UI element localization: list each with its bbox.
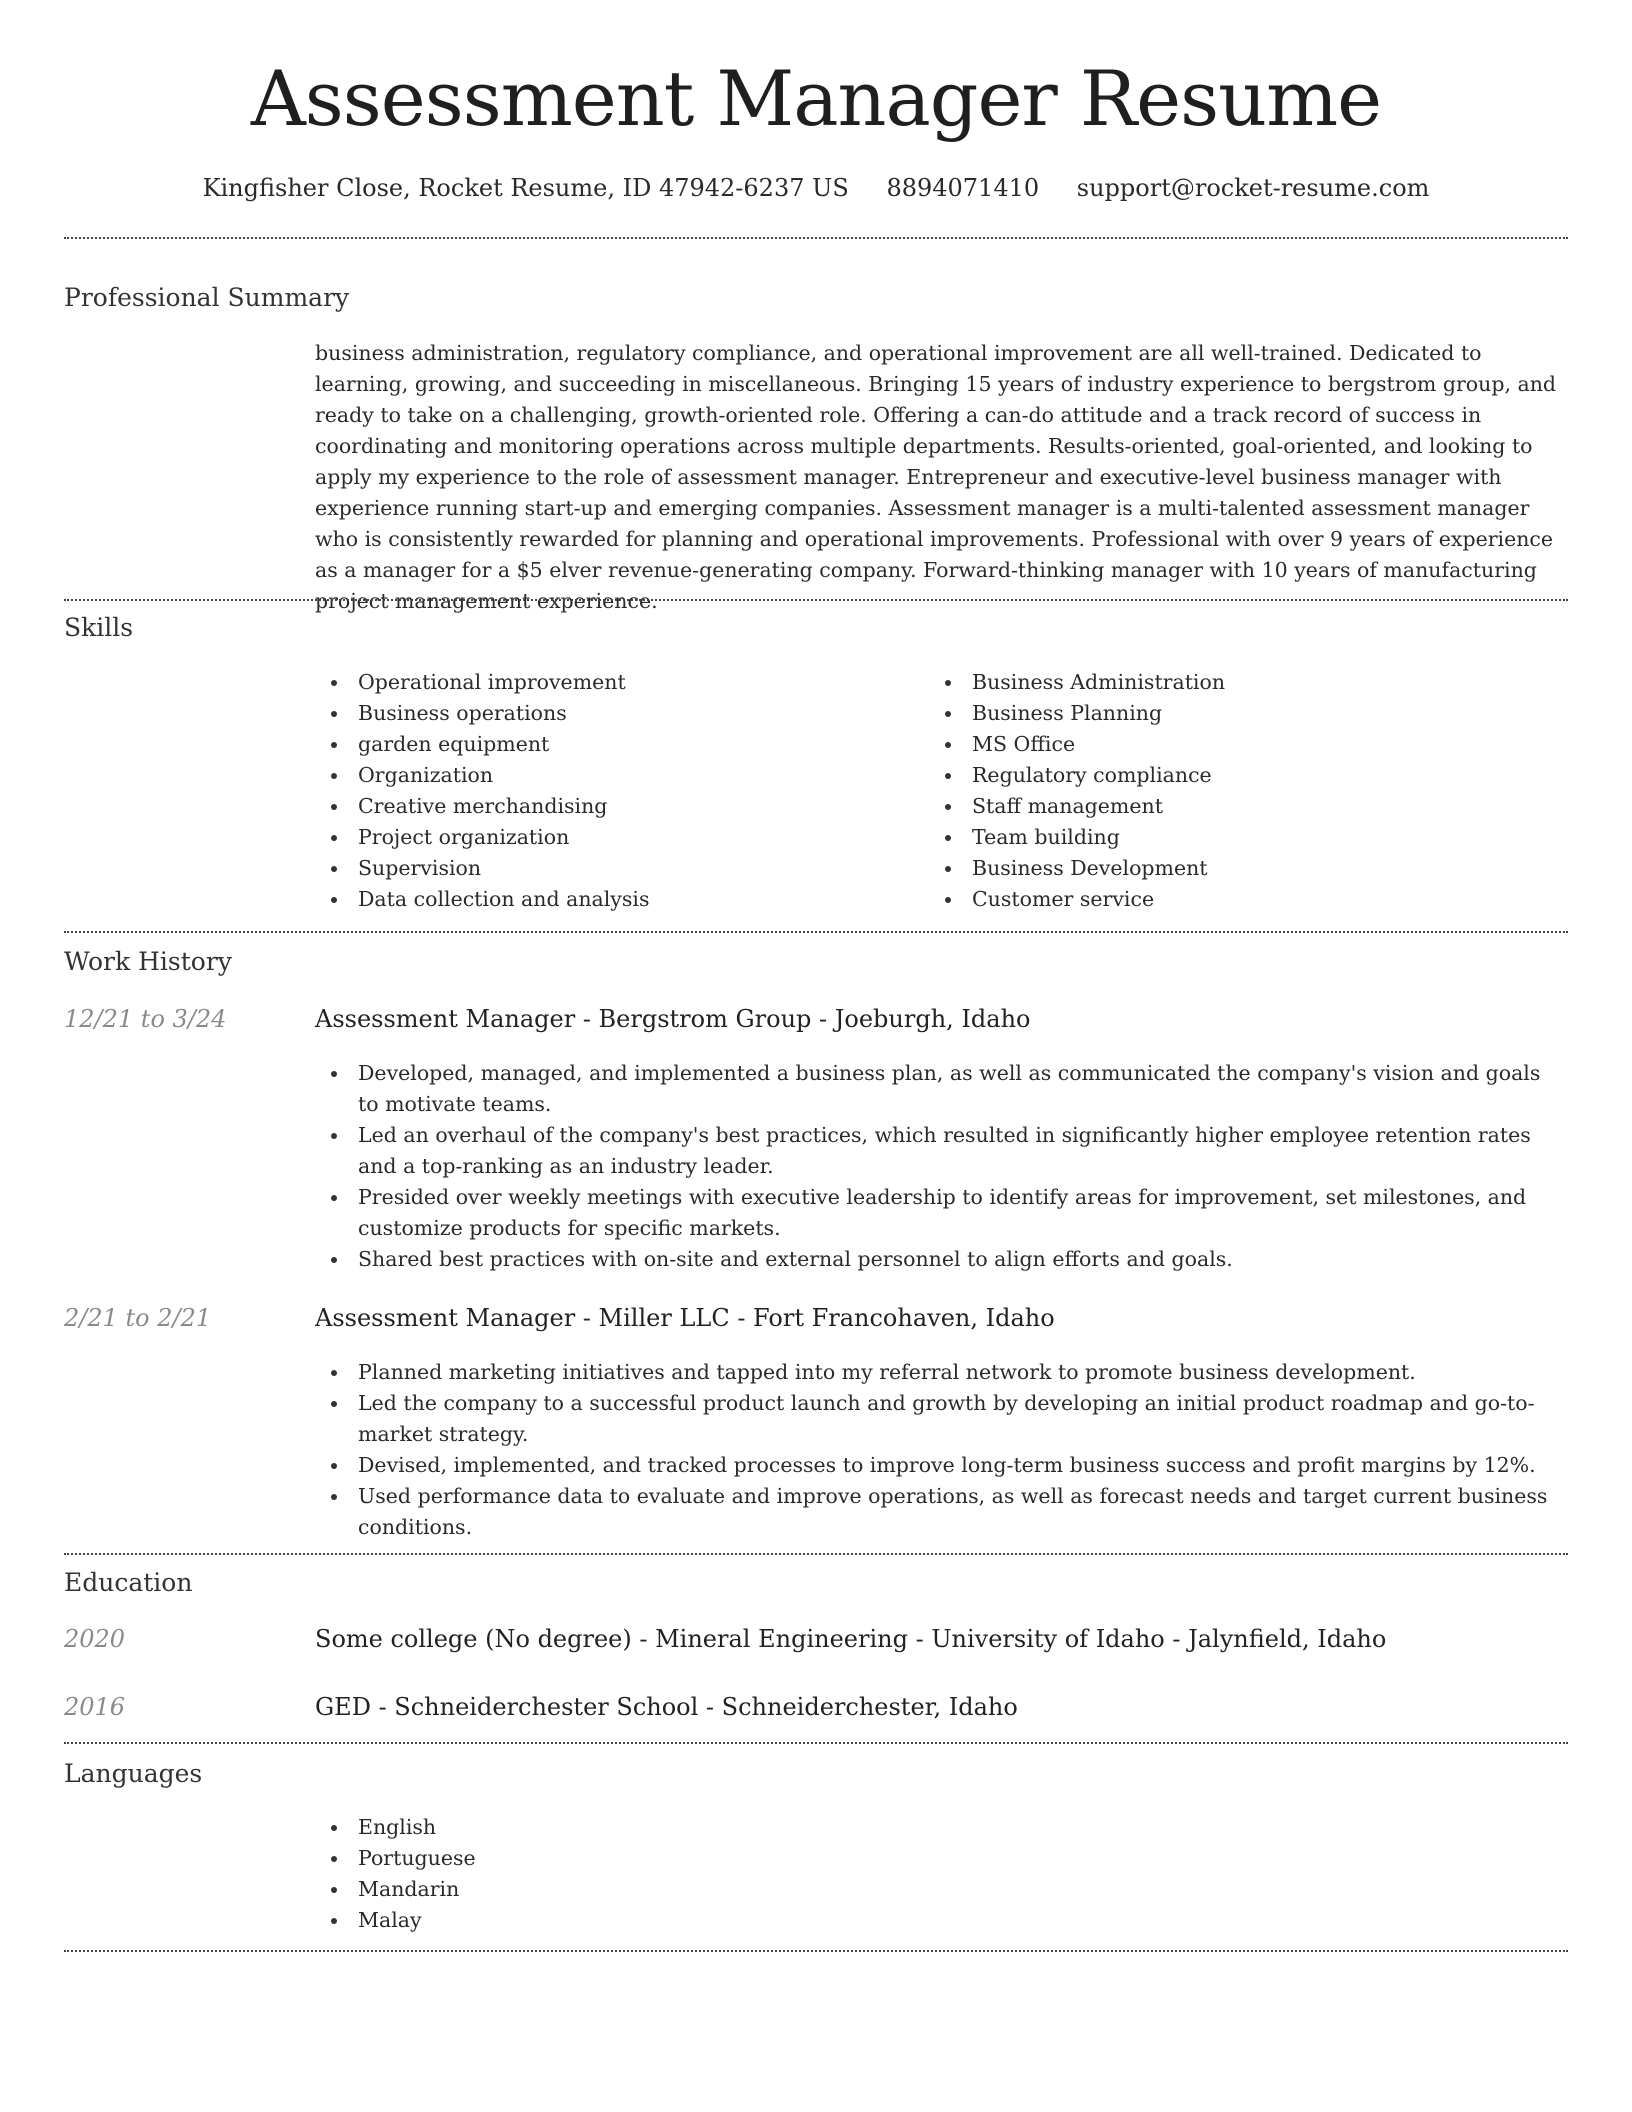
job-bullet: Led the company to a successful product launch and growth by developing an initial product roadmap and go-to-market strategy. xyxy=(314,1388,1564,1450)
divider xyxy=(64,1742,1568,1744)
divider xyxy=(64,599,1568,601)
contact-line xyxy=(0,170,1632,206)
skill-item: Business operations xyxy=(314,698,914,729)
section-heading-summary: Professional Summary xyxy=(64,283,350,312)
skill-item: Business Planning xyxy=(928,698,1528,729)
job-bullet: Presided over weekly meetings with executive leadership to identify areas for improvement, set milestones, and customize products for specific markets. xyxy=(314,1182,1564,1244)
skill-item: Team building xyxy=(928,822,1528,853)
skill-item: Business Development xyxy=(928,853,1528,884)
skill-item: Regulatory compliance xyxy=(928,760,1528,791)
skills-list-right xyxy=(928,667,1528,915)
section-heading-skills: Skills xyxy=(64,613,134,642)
job-title: Assessment Manager - Miller LLC - Fort Francohaven, Idaho xyxy=(315,1304,1055,1332)
section-heading-education: Education xyxy=(64,1568,193,1597)
divider xyxy=(64,931,1568,933)
skill-item: Customer service xyxy=(928,884,1528,915)
job-bullet: Planned marketing initiatives and tapped into my referral network to promote business development. xyxy=(314,1357,1564,1388)
divider xyxy=(64,1553,1568,1555)
job-bullet: Led an overhaul of the company's best practices, which resulted in significantly higher employee retention rates and a top-ranking as an industry leader. xyxy=(314,1120,1564,1182)
skill-item: Data collection and analysis xyxy=(314,884,914,915)
job-dates: 12/21 to 3/24 xyxy=(64,1005,227,1033)
resume-title: Assessment Manager Resume xyxy=(250,54,1382,143)
skill-item: Organization xyxy=(314,760,914,791)
education-entry: Some college (No degree) - Mineral Engineering - University of Idaho - Jalynfield, Idaho xyxy=(315,1625,1387,1653)
job-dates: 2/21 to 2/21 xyxy=(64,1304,212,1332)
job-bullets xyxy=(314,1357,1564,1543)
skill-item: garden equipment xyxy=(314,729,914,760)
skills-list-left xyxy=(314,667,914,915)
language-item: Malay xyxy=(314,1905,914,1936)
education-year: 2016 xyxy=(64,1693,126,1721)
education-entry: GED - Schneiderchester School - Schneiderchester, Idaho xyxy=(315,1693,1018,1721)
divider xyxy=(64,1950,1568,1952)
education-year: 2020 xyxy=(64,1625,126,1653)
language-item: English xyxy=(314,1812,914,1843)
language-item: Portuguese xyxy=(314,1843,914,1874)
job-title: Assessment Manager - Bergstrom Group - Joeburgh, Idaho xyxy=(315,1005,1031,1033)
contact-phone: 8894071410 xyxy=(886,174,1040,202)
section-heading-languages: Languages xyxy=(64,1759,203,1788)
skill-item: Project organization xyxy=(314,822,914,853)
job-bullet: Developed, managed, and implemented a business plan, as well as communicated the company's vision and goals to motivate teams. xyxy=(314,1058,1564,1120)
divider xyxy=(64,237,1568,239)
contact-email: support@rocket-resume.com xyxy=(1076,174,1430,202)
skill-item: Supervision xyxy=(314,853,914,884)
job-bullet: Used performance data to evaluate and improve operations, as well as forecast needs and target current business conditions. xyxy=(314,1481,1564,1543)
skill-item: MS Office xyxy=(928,729,1528,760)
skill-item: Staff management xyxy=(928,791,1528,822)
skill-item: Creative merchandising xyxy=(314,791,914,822)
summary-text: business administration, regulatory compliance, and operational improvement are all well-trained. Dedicated to learning, growing, and succeeding in miscellaneous. Bringing 15 years of industry experience to bergstrom group, and ready to take on a challenging, growth-oriented role. Offering a can-do attitude and a track record of success in coordinating and monitoring operations across multiple departments. Results-oriented, goal-oriented, and looking to apply my experience to the role of assessment manager. Entrepreneur and executive-level business manager with experience running start-up and emerging companies. Assessment manager is a multi-talented assessment manager who is consistently rewarded for planning and operational improvements. Professional with over 9 years of experience as a manager for a $5 elver revenue-generating company. Forward-thinking manager with 10 years of manufacturing project management experience. xyxy=(315,341,1557,613)
skill-item: Business Administration xyxy=(928,667,1528,698)
section-heading-work: Work History xyxy=(64,947,232,976)
contact-address: Kingfisher Close, Rocket Resume, ID 47942-6237 US xyxy=(202,174,849,202)
job-bullets xyxy=(314,1058,1564,1275)
job-bullet: Devised, implemented, and tracked processes to improve long-term business success and profit margins by 12%. xyxy=(314,1450,1564,1481)
skill-item: Operational improvement xyxy=(314,667,914,698)
languages-list xyxy=(314,1812,914,1936)
language-item: Mandarin xyxy=(314,1874,914,1905)
job-bullet: Shared best practices with on-site and external personnel to align efforts and goals. xyxy=(314,1244,1564,1275)
